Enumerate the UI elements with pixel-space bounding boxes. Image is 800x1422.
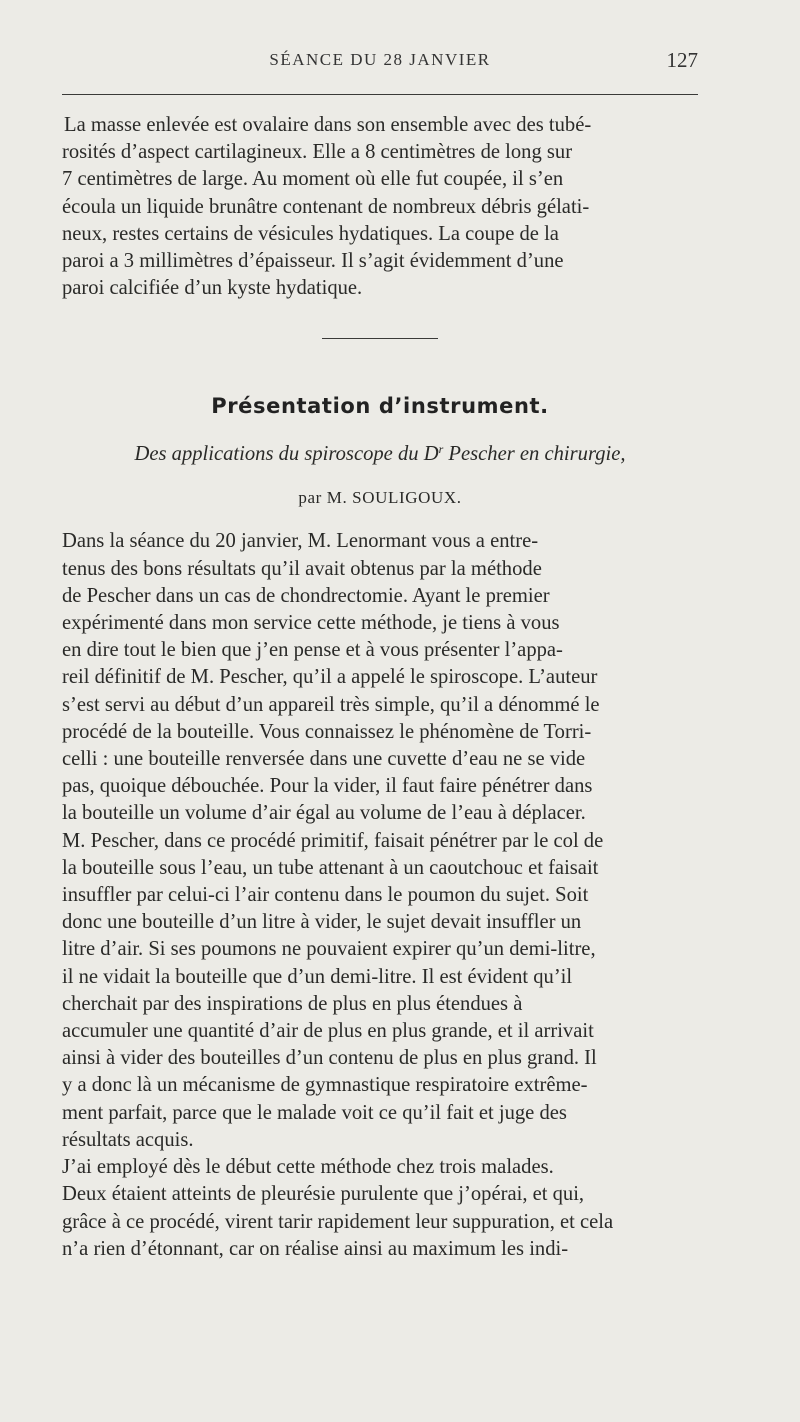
text-line: la bouteille un volume d’air égal au volume de l’eau à déplacer.: [62, 802, 586, 825]
text-line: s’est servi au début d’un appareil très simple, qu’il a dénommé le: [62, 693, 600, 716]
text-line: rosités d’aspect cartilagineux. Elle a 8 centimètres de long sur: [62, 141, 573, 164]
author-byline: par M. SOULIGOUX.: [298, 488, 462, 508]
text-line: celli : une bouteille renversée dans une cuvette d’eau ne se vide: [62, 748, 586, 771]
text-line: litre d’air. Si ses poumons ne pouvaient expirer qu’un demi-litre,: [62, 938, 596, 961]
running-title: SÉANCE DU 28 JANVIER: [269, 50, 491, 69]
text-line: accumuler une quantité d’air de plus en plus grande, et il arrivait: [62, 1020, 594, 1043]
text-line: en dire tout le bien que j’en pense et à vous présenter l’appa-: [62, 639, 563, 662]
text-line: expérimenté dans mon service cette méthode, je tiens à vous: [62, 612, 560, 635]
text-line: paroi a 3 millimètres d’épaisseur. Il s’agit évidemment d’une: [62, 250, 564, 273]
text-line: procédé de la bouteille. Vous connaissez le phénomène de Torri-: [62, 720, 592, 743]
text-line: J’ai employé dès le début cette méthode chez trois malades.: [62, 1156, 554, 1179]
body-paragraph-2: [62, 1154, 698, 1263]
text-line: reil définitif de M. Pescher, qu’il a appelé le spiroscope. L’auteur: [62, 666, 598, 689]
text-line: Dans la séance du 20 janvier, M. Lenormant vous a entre-: [62, 530, 539, 553]
text-line: Deux étaient atteints de pleurésie purulente que j’opérai, et qui,: [62, 1183, 585, 1206]
text-line: neux, restes certains de vésicules hydatiques. La coupe de la: [62, 222, 559, 245]
page-number: 127: [666, 48, 698, 72]
text-line: pas, quoique débouchée. Pour la vider, il faut faire pénétrer dans: [62, 775, 593, 798]
text-line: écoula un liquide brunâtre contenant de nombreux débris gélati-: [62, 195, 590, 218]
body-paragraph-1: [62, 528, 698, 1154]
text-line: La masse enlevée est ovalaire dans son ensemble avec des tubé-: [64, 114, 592, 136]
section-heading: Présentation d’instrument.: [211, 394, 549, 419]
article-title: [62, 442, 698, 466]
article-title-start: Des applications du spiroscope du D: [134, 443, 439, 466]
text-line: 7 centimètres de large. Au moment où elle fut coupée, il s’en: [62, 168, 564, 191]
text-line: grâce à ce procédé, virent tarir rapidement leur suppuration, et cela: [62, 1210, 614, 1233]
text-line: cherchait par des inspirations de plus en plus étendues à: [62, 992, 523, 1015]
text-line: ainsi à vider des bouteilles d’un contenu de plus en plus grand. Il: [62, 1047, 597, 1070]
section-divider: [322, 338, 438, 339]
text-line: donc une bouteille d’un litre à vider, le sujet devait insuffler un: [62, 911, 582, 934]
text-line: il ne vidait la bouteille que d’un demi-litre. Il est évident qu’il: [62, 965, 573, 988]
text-line: M. Pescher, dans ce procédé primitif, faisait pénétrer par le col de: [62, 829, 604, 852]
header-rule: [62, 94, 698, 95]
text-line: n’a rien d’étonnant, car on réalise ainsi au maximum les indi-: [62, 1237, 569, 1260]
article-title-superscript: r: [438, 442, 444, 457]
article-title-end: Pescher en chirurgie,: [443, 443, 626, 466]
text-line: y a donc là un mécanisme de gymnastique respiratoire extrême-: [62, 1074, 588, 1097]
text-line: de Pescher dans un cas de chondrectomie. Ayant le premier: [62, 584, 550, 607]
text-line: paroi calcifiée d’un kyste hydatique.: [62, 277, 363, 300]
text-line: ment parfait, parce que le malade voit ce qu’il fait et juge des: [62, 1101, 567, 1124]
book-page: [62, 50, 698, 1263]
text-line: la bouteille sous l’eau, un tube attenant à un caoutchouc et faisait: [62, 856, 599, 879]
running-header: [62, 50, 698, 82]
text-line: tenus des bons résultats qu’il avait obtenus par la méthode: [62, 557, 542, 580]
text-line: résultats acquis.: [62, 1128, 194, 1151]
intro-paragraph: [62, 112, 698, 302]
text-line: insuffler par celui-ci l’air contenu dans le poumon du sujet. Soit: [62, 884, 589, 907]
